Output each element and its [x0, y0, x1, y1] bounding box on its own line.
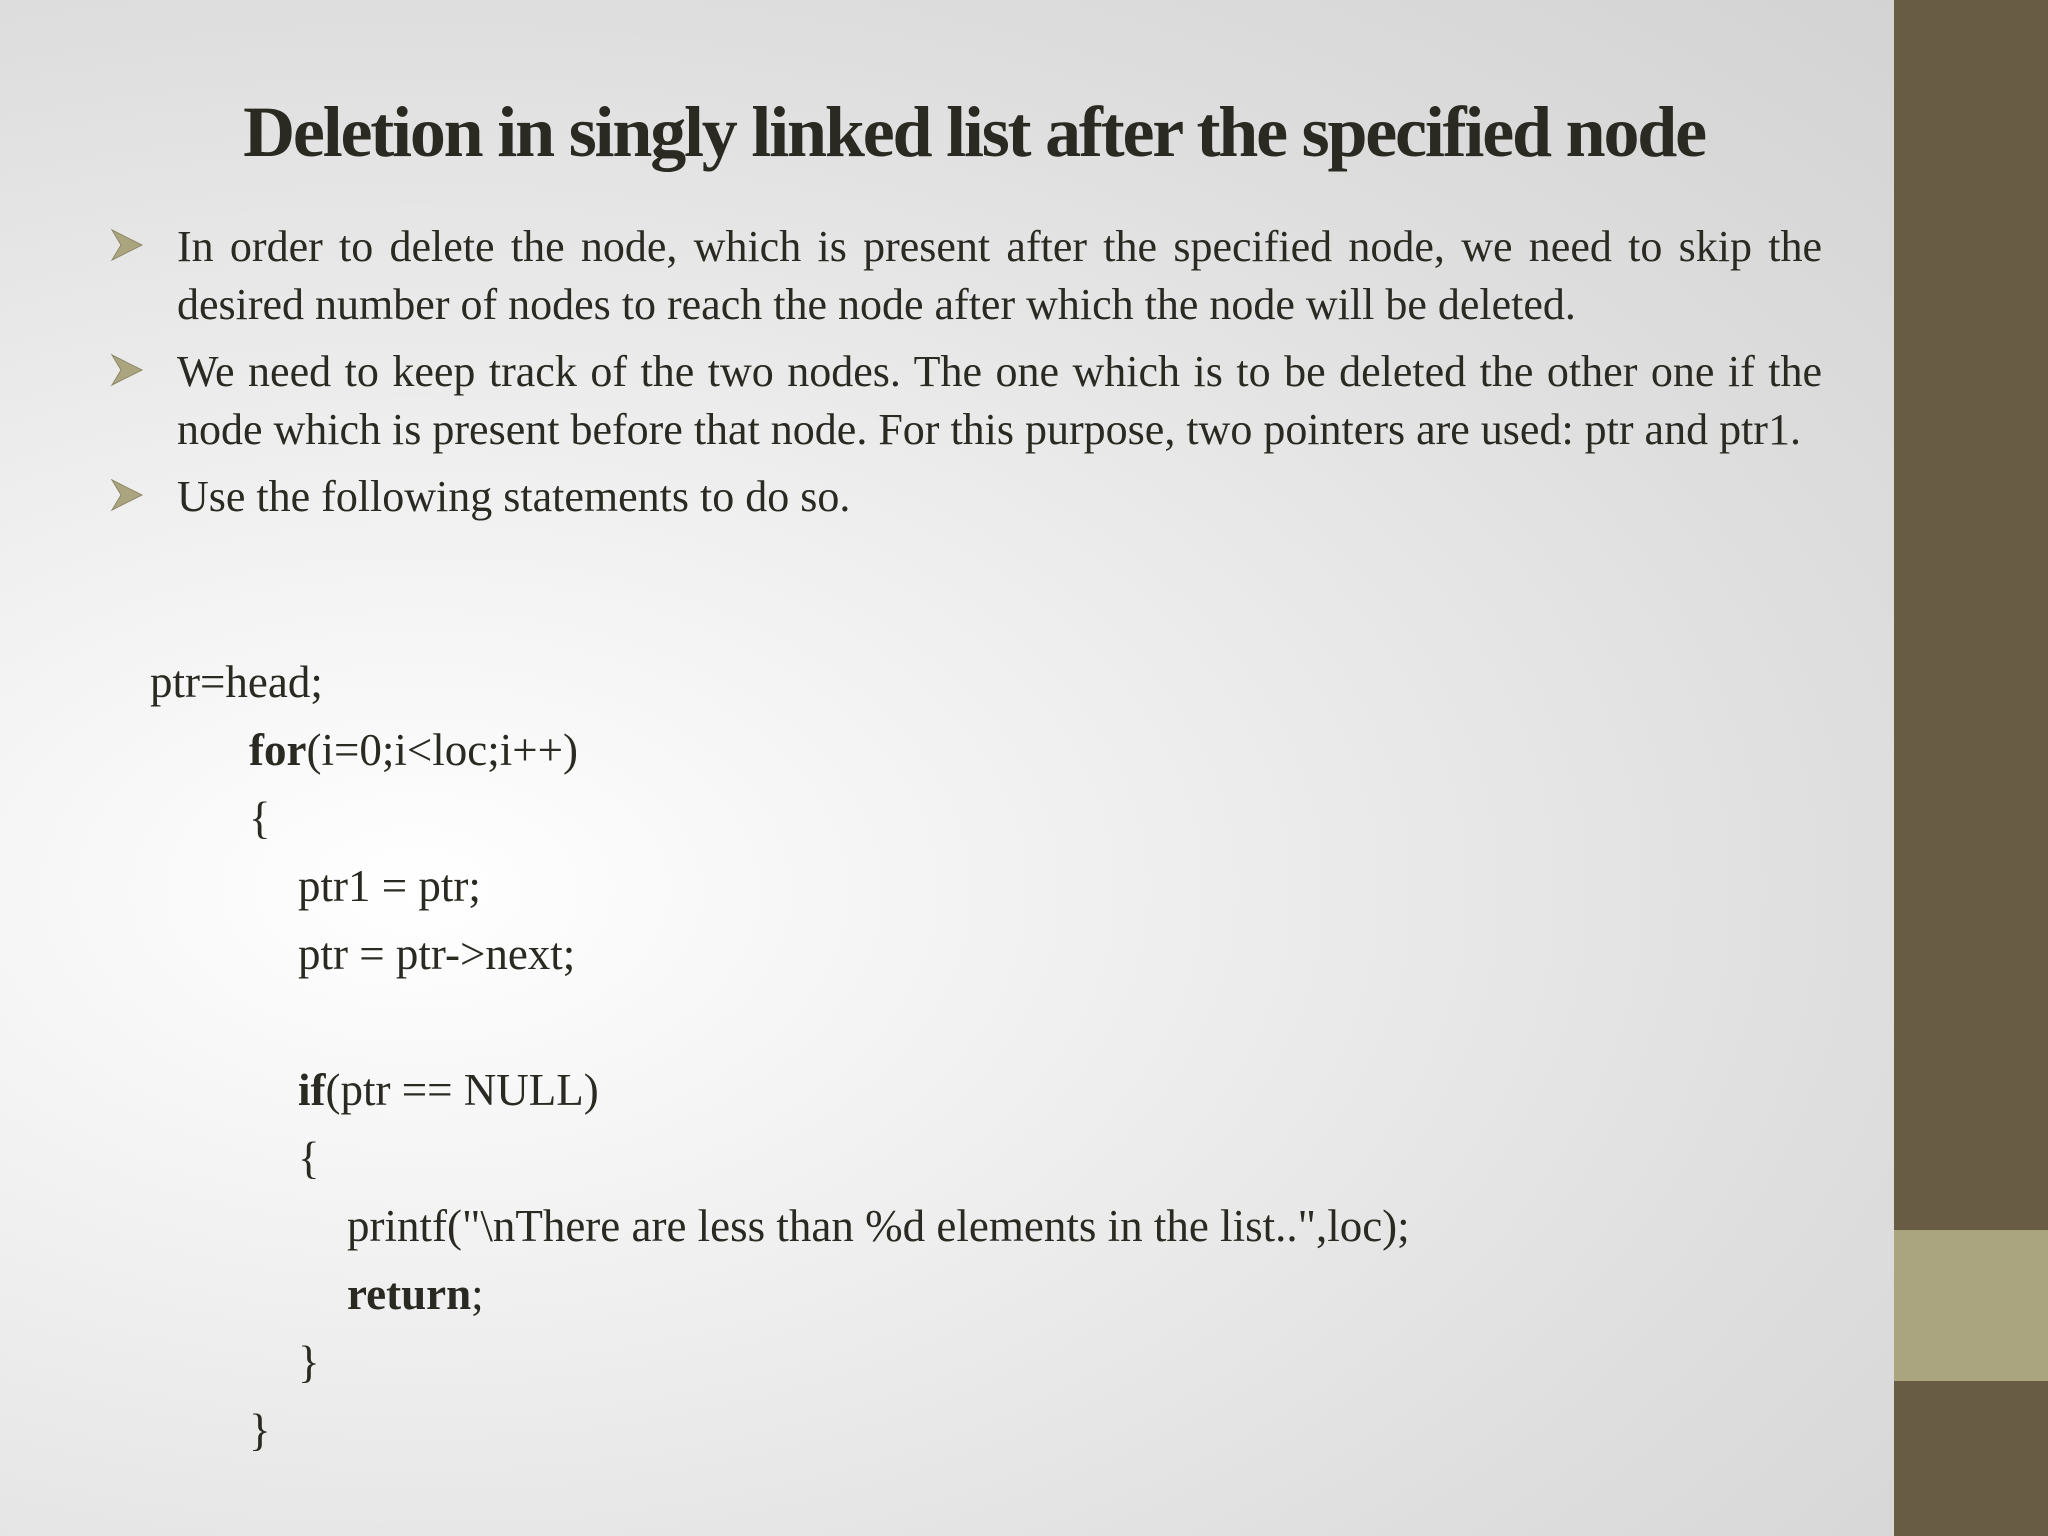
- sidebar-accent-block: [1894, 1230, 2048, 1381]
- bullet-text: We need to keep track of the two nodes. The one which is to be deleted the other one if the node which is present before that node. For this purpose, two pointers are used: ptr and ptr1.: [177, 347, 1822, 454]
- code-line: ptr1 = ptr;: [298, 861, 481, 911]
- code-keyword: if: [298, 1065, 326, 1115]
- code-line: {: [249, 793, 271, 843]
- slide-title: Deletion in singly linked list after the specified node: [243, 92, 1705, 172]
- bullet-item: [106, 343, 1822, 459]
- bullet-list: [106, 218, 1822, 535]
- code-line: printf("\nThere are less than %d elements in the list..",loc);: [347, 1201, 1410, 1251]
- code-line: if(ptr == NULL): [298, 1065, 599, 1115]
- code-line: ptr = ptr->next;: [298, 929, 576, 979]
- arrowhead-bullet-icon: [110, 478, 144, 512]
- code-line: }: [249, 1405, 271, 1455]
- bullet-text: In order to delete the node, which is present after the specified node, we need to skip the desired number of nodes to reach the node after which the node will be deleted.: [177, 222, 1822, 329]
- code-line: return;: [347, 1269, 484, 1319]
- bullet-item: [106, 468, 1822, 526]
- code-line: ptr=head;: [150, 657, 323, 707]
- code-line: {: [298, 1133, 320, 1183]
- code-line: for(i=0;i<loc;i++): [249, 725, 578, 775]
- bullet-item: [106, 218, 1822, 334]
- arrowhead-bullet-icon: [110, 353, 144, 387]
- arrowhead-bullet-icon: [110, 228, 144, 262]
- code-keyword: return: [347, 1269, 472, 1319]
- code-line: }: [298, 1337, 320, 1387]
- bullet-text: Use the following statements to do so.: [177, 472, 851, 521]
- code-keyword: for: [249, 725, 307, 775]
